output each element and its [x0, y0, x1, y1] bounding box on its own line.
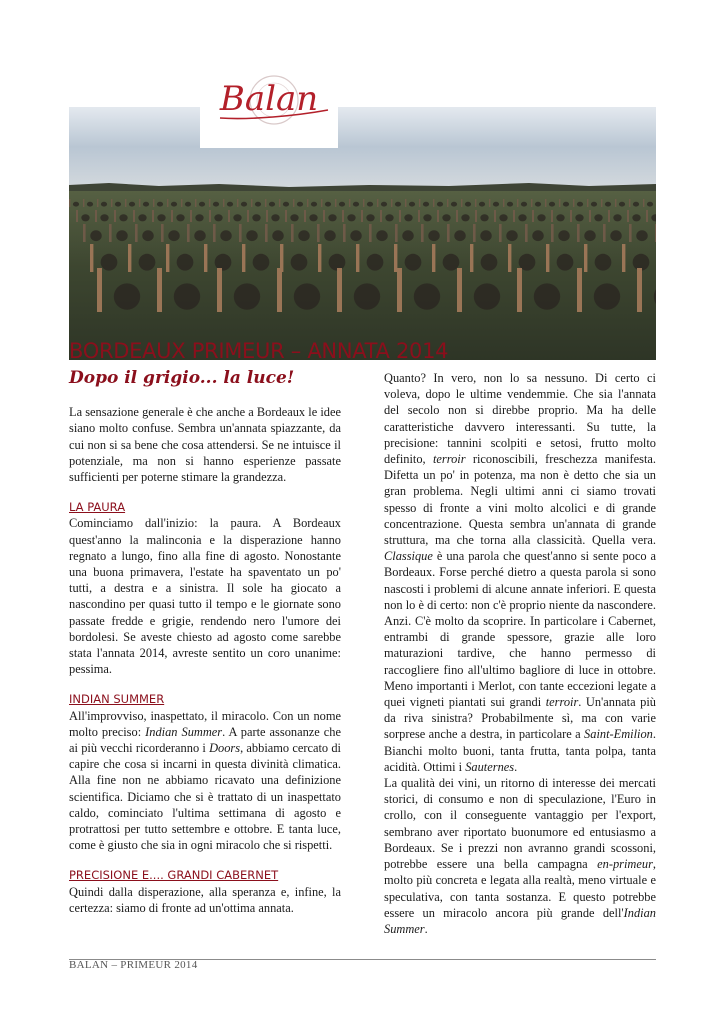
page-title: BORDEAUX PRIMEUR – ANNATA 2014 [69, 339, 449, 363]
section-indian-summer [69, 691, 341, 853]
balan-logo [200, 60, 338, 148]
subtitle: Dopo il grigio... la luce! [69, 368, 295, 388]
left-column [69, 368, 341, 916]
logo-text: Balan [219, 79, 319, 119]
heading-la-paura: LA PAURA [69, 500, 126, 515]
section-paura [69, 499, 341, 677]
market-paragraph: La qualità dei vini, un ritorno di interesse dei mercati storici, di consumo e non di speculazione, l'Euro in crollo, con il conseguente vantaggio per l'export, sembrano aver riportato buonumore ed entusiasmo a Bordeaux. Se i prezzi non avranno grandi scossoni, potrebbe essere una bella campagna en-primeur, molto più concreta e legata alla realtà, meno virtuale e speculativa, con tanta sostanza. E questo potrebbe essere un miracolo ancora più grande dell'Indian Summer. [384, 776, 656, 936]
quality-paragraph: Quanto? In vero, non lo sa nessuno. Di certo ci voleva, dopo le ultime vendemmie. Che sia l'annata del secolo non si direbbe proprio. Ma ha delle caratteristiche davvero interessanti. Su tutte, la precisione: tannini scolpiti e setosi, frutto molto definito, terroir riconoscibili, freschezza manifesta. Difetta un po' in potenza, ma non è detto che sia un gran problema. Negli ultimi anni ci siamo trovati spesso di fronte a vini molto alcolici e di grande concentrazione. Questa sembra un'annata di grande struttura, ma che torna alla classicità. Quella vera. Classique è una parola che quest'anno si sente poco a Bordeaux. Forse perché dietro a questa parola si sono nascosti i problemi di alcune annate inferiori. E questa non lo è di certo: non c'è proprio niente da nascondere. Anzi. C'è molto da scoprire. In particolare i Cabernet, entrambi di grande spessore, grazie alle loro maturazioni tardive, che hanno permesso di raccogliere fino all'ultimo bagliore di luce in ottobre. Meno importanti i Merlot, con tante eccezioni legate a quei vigneti piantati sui grandi terroir. Un'annata più da riva sinistra? Probabilmente sì, ma con varie sorprese anche a destra, in particolare a Saint-Emilion. Bianchi molto buoni, tanta frutta, tanta polpa, tanta acidità. Ottimi i Sauternes. [384, 371, 656, 774]
vineyard-photo [69, 107, 656, 360]
footer-text: BALAN – PRIMEUR 2014 [69, 959, 198, 971]
section-precisione [69, 867, 341, 916]
heading-indian-summer: INDIAN SUMMER [69, 692, 165, 707]
intro-paragraph: La sensazione generale è che anche a Bordeaux le idee siano molto confuse. Sembra un'annata spiazzante, da cui non si sa bene che cosa attendersi. Se ne intuisce il potenziale, ma non si hanno esperienze passate sufficienti per poterne stimare la grandezza. [69, 405, 341, 485]
right-column [384, 370, 656, 937]
precisione-paragraph: Quindi dalla disperazione, alla speranza e, infine, la certezza: siamo di fronte ad un'ottima annata. [69, 884, 341, 915]
paura-paragraph: Cominciamo dall'inizio: la paura. A Bordeaux quest'anno la malinconia e la disperazione hanno regnato a lungo, fino alla fine di agosto. Nonostante una buona primavera, l'estate ha spaventato un po' tutti, a destra e a sinistra. Il sole ha giocato a nascondino per quasi tutto il tempo e le giornate sono passate fredde e grigie, rendendo nero l'umore dei bordolesi. Se aveste chiesto ad agosto come sarebbe stata l'annata 2014, avreste sentito un coro unanime: pessima. [69, 516, 341, 677]
heading-precisione: PRECISIONE E.... GRANDI CABERNET [69, 868, 279, 883]
indian-summer-paragraph: All'improvviso, inaspettato, il miracolo. Con un nome molto preciso: Indian Summer. A parte assonanze che ai più vecchi ricorderanno i Doors, abbiamo cercato di capire che cosa si incarni in questa divinità climatica. Alla fine non ne abbiamo ricavato una definizione scientifica. Diciamo che si è trattato di un inaspettato caldo, cominciato l'ultima settimana di agosto e protrattosi per tutto settembre e ottobre. E tanta luce, come è giusto che sia in ogni miracolo che si rispetti. [69, 708, 341, 853]
